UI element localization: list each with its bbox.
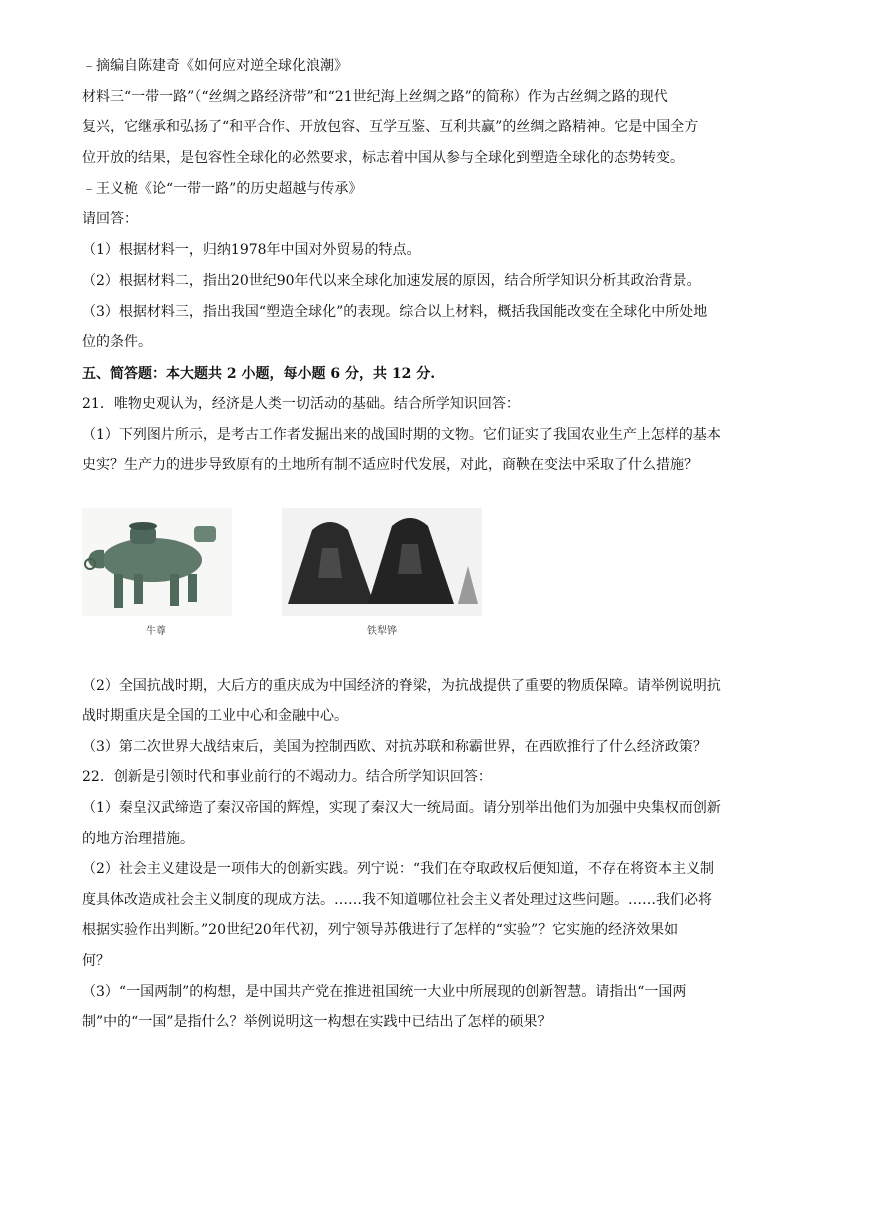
question-22-2-line-1: （2）社会主义建设是一项伟大的创新实践。列宁说：“我们在夺取政权后便知道，不存在将资本主义制 — [82, 861, 715, 877]
question-21-1-line-2: 史实？生产力的进步导致原有的土地所有制不适应时代发展，对此，商鞅在变法中采取了什么措施？ — [82, 457, 698, 473]
question-22-1-line-1: （1）秦皇汉武缔造了秦汉帝国的辉煌，实现了秦汉大一统局面。请分别举出他们为加强中央集权而创新 — [82, 800, 721, 816]
question-22-3-line-2: 制”中的“一国”是指什么？举例说明这一构想在实践中已结出了怎样的硕果？ — [82, 1014, 552, 1030]
bronze-ox-zun-image — [82, 508, 232, 616]
answer-prompt: 请回答： — [82, 211, 138, 227]
question-22-2-line-2: 度具体改造成社会主义制度的现成方法。……我不知道哪位社会主义者处理过这些问题。……我们必将 — [82, 892, 712, 908]
question-20-3-line-1: （3）根据材料三，指出我国“塑造全球化”的表现。综合以上材料，概括我国能改变在全球化中所处地 — [82, 304, 708, 320]
source-citation-2: ﹣王义桅《论“一带一路”的历史超越与传承》 — [82, 181, 363, 197]
question-20-1: （1）根据材料一，归纳1978年中国对外贸易的特点。 — [82, 242, 421, 258]
ox-zun-caption: 牛尊 — [146, 626, 166, 637]
question-22-3-line-1: （3）“一国两制”的构想，是中国共产党在推进祖国统一大业中所展现的创新智慧。请指出“一国两 — [82, 984, 687, 1000]
material-three-line-3: 位开放的结果，是包容性全球化的必然要求，标志着中国从参与全球化到塑造全球化的态势转变。 — [82, 150, 684, 166]
iron-plow-image — [282, 508, 482, 616]
question-21-2-line-1: （2）全国抗战时期，大后方的重庆成为中国经济的脊梁，为抗战提供了重要的物质保障。请举例说明抗 — [82, 678, 721, 694]
question-22-2-line-4: 何？ — [82, 953, 110, 969]
material-three-line-1: 材料三“一带一路”（“丝绸之路经济带”和“21世纪海上丝绸之路”的简称）作为古丝绸之路的现代 — [82, 89, 668, 105]
question-22-2-line-3: 根据实验作出判断。”20世纪20年代初，列宁领导苏俄进行了怎样的“实验”？它实施的经济效果如 — [82, 922, 679, 938]
question-21-2-line-2: 战时期重庆是全国的工业中心和金融中心。 — [82, 708, 348, 724]
question-21-1-line-1: （1）下列图片所示，是考古工作者发掘出来的战国时期的文物。它们证实了我国农业生产上怎样的基本 — [82, 427, 721, 443]
iron-plow-caption: 铁犁铧 — [367, 626, 397, 637]
question-21-stem: 21．唯物史观认为，经济是人类一切活动的基础。结合所学知识回答： — [82, 396, 520, 412]
question-22-stem: 22．创新是引领时代和事业前行的不竭动力。结合所学知识回答： — [82, 769, 492, 785]
question-22-1-line-2: 的地方治理措施。 — [82, 831, 194, 847]
question-20-3-line-2: 位的条件。 — [82, 334, 152, 350]
source-citation-1: ﹣摘编自陈建奇《如何应对逆全球化浪潮》 — [82, 58, 348, 74]
question-20-2: （2）根据材料二，指出20世纪90年代以来全球化加速发展的原因，结合所学知识分析其政治背景。 — [82, 273, 701, 289]
question-21-3: （3）第二次世界大战结束后，美国为控制西欧、对抗苏联和称霸世界，在西欧推行了什么经济政策？ — [82, 739, 707, 755]
material-three-line-2: 复兴，它继承和弘扬了“和平合作、开放包容、互学互鉴、互利共赢”的丝绸之路精神。它是中国全方 — [82, 119, 699, 135]
artifact-figures — [82, 508, 502, 638]
section-heading: 五、简答题：本大题共 2 小题，每小题 6 分，共 12 分. — [82, 366, 436, 382]
